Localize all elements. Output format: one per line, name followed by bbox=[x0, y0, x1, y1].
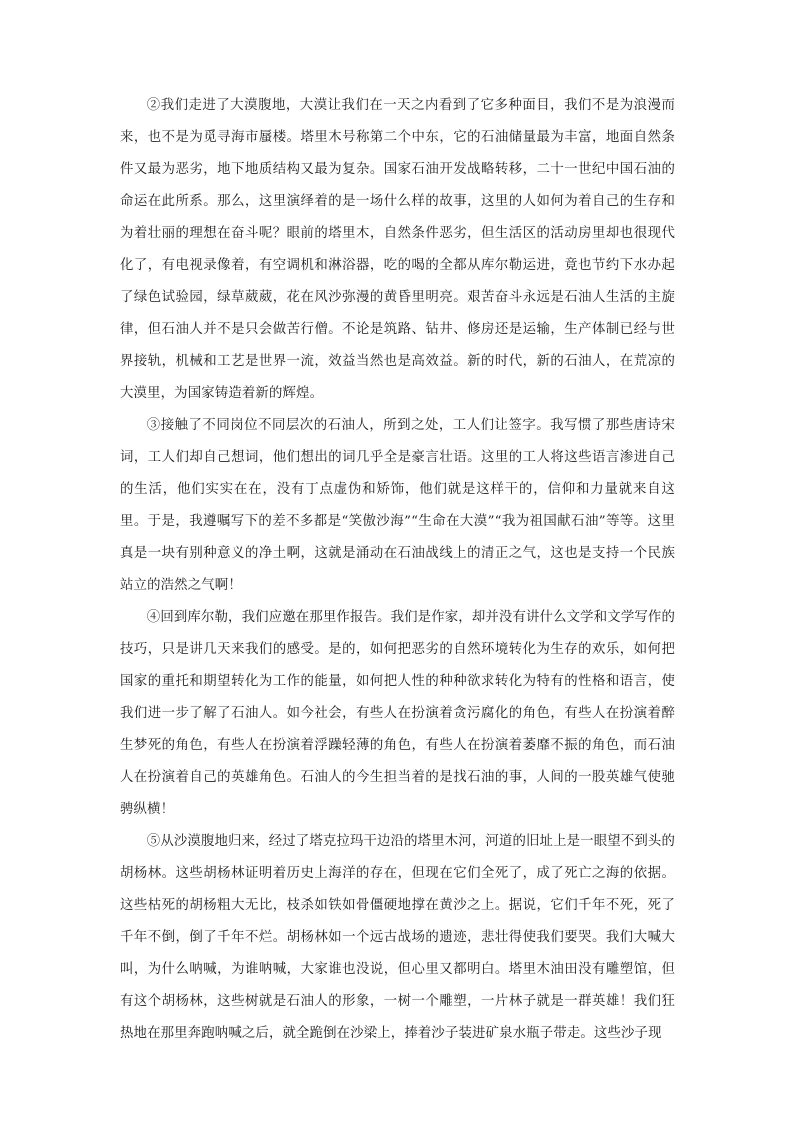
paragraph-3: ③接触了不同岗位不同层次的石油人，所到之处，工人们让签字。我写惯了那些唐诗宋词，工人们却自己想词，他们想出的词几乎全是豪言壮语。这里的工人将这些语言渗进自己的生活，他们实实在在，没有丁点虚伪和矫饰，他们就是这样干的，信仰和力量就来自这里。于是，我遵嘱写下的差不多都是“笑傲沙海”“生命在大漠”“我为祖国献石油”等等。这里真是一块有别种意义的净土啊，这就是涌动在石油战线上的清正之气，这也是支持一个民族站立的浩然之气啊！ bbox=[120, 418, 675, 593]
paragraph-5: ⑤从沙漠腹地归来，经过了塔克拉玛干边沿的塔里木河，河道的旧址上是一眼望不到头的胡杨林。这些胡杨林证明着历史上海洋的存在，但现在它们全死了，成了死亡之海的依据。这些枯死的胡杨粗大无比，枝杀如铁如骨僵硬地撑在黄沙之上。据说，它们千年不死，死了千年不倒，倒了千年不烂。胡杨林如一个远古战场的遗迹，悲壮得使我们要哭。我们大喊大叫，为什么呐喊，为谁呐喊，大家谁也没说，但心里又都明白。塔里木油田没有雕塑馆，但有这个胡杨林，这些树就是石油人的形象，一树一个雕塑，一片林子就是一群英雄！我们狂热地在那里奔跑呐喊之后，就全跪倒在沙梁上，捧着沙子装进矿泉水瓶子带走。这些沙子现 bbox=[120, 834, 675, 1041]
paragraph-2: ②我们走进了大漠腹地，大漠让我们在一天之内看到了它多种面目，我们不是为浪漫而来，也不是为觅寻海市蜃楼。塔里木号称第二个中东，它的石油储量最为丰富，地面自然条件又最为恶劣，地下地质结构又最为复杂。国家石油开发战略转移，二十一世纪中国石油的命运在此所系。那么，这里演绎着的是一场什么样的故事，这里的人如何为着自己的生存和为着壮丽的理想在奋斗呢？眼前的塔里木，自然条件恶劣，但生活区的活动房里却也很现代化了，有电视录像着，有空调机和淋浴器，吃的喝的全都从库尔勒运进，竟也节约下水办起了绿色试验园，绿草葳葳，花在风沙弥漫的黄昏里明亮。艰苦奋斗永远是石油人生活的主旋律，但石油人并不是只会做苦行僧。不论是筑路、钻井、修房还是运输，生产体制已经与世界接轨，机械和工艺是世界一流，效益当然也是高效益。新的时代，新的石油人，在荒凉的大漠里，为国家铸造着新的辉煌。 bbox=[120, 98, 675, 401]
document-body bbox=[120, 90, 675, 1050]
paragraph-4: ④回到库尔勒，我们应邀在那里作报告。我们是作家，却并没有讲什么文学和文学写作的技巧，只是讲几天来我们的感受。是的，如何把恶劣的自然环境转化为生存的欢乐，如何把国家的重托和期望转化为工作的能量，如何把人性的种种欲求转化为特有的性格和语言，使我们进一步了解了石油人。如今社会，有些人在扮演着贪污腐化的角色，有些人在扮演着醉生梦死的角色，有些人在扮演着浮躁轻薄的角色，有些人在扮演着萎靡不振的角色，而石油人在扮演着自己的英雄角色。石油人的今生担当着的是找石油的事，人间的一股英雄气使驰骋纵横！ bbox=[120, 610, 675, 817]
